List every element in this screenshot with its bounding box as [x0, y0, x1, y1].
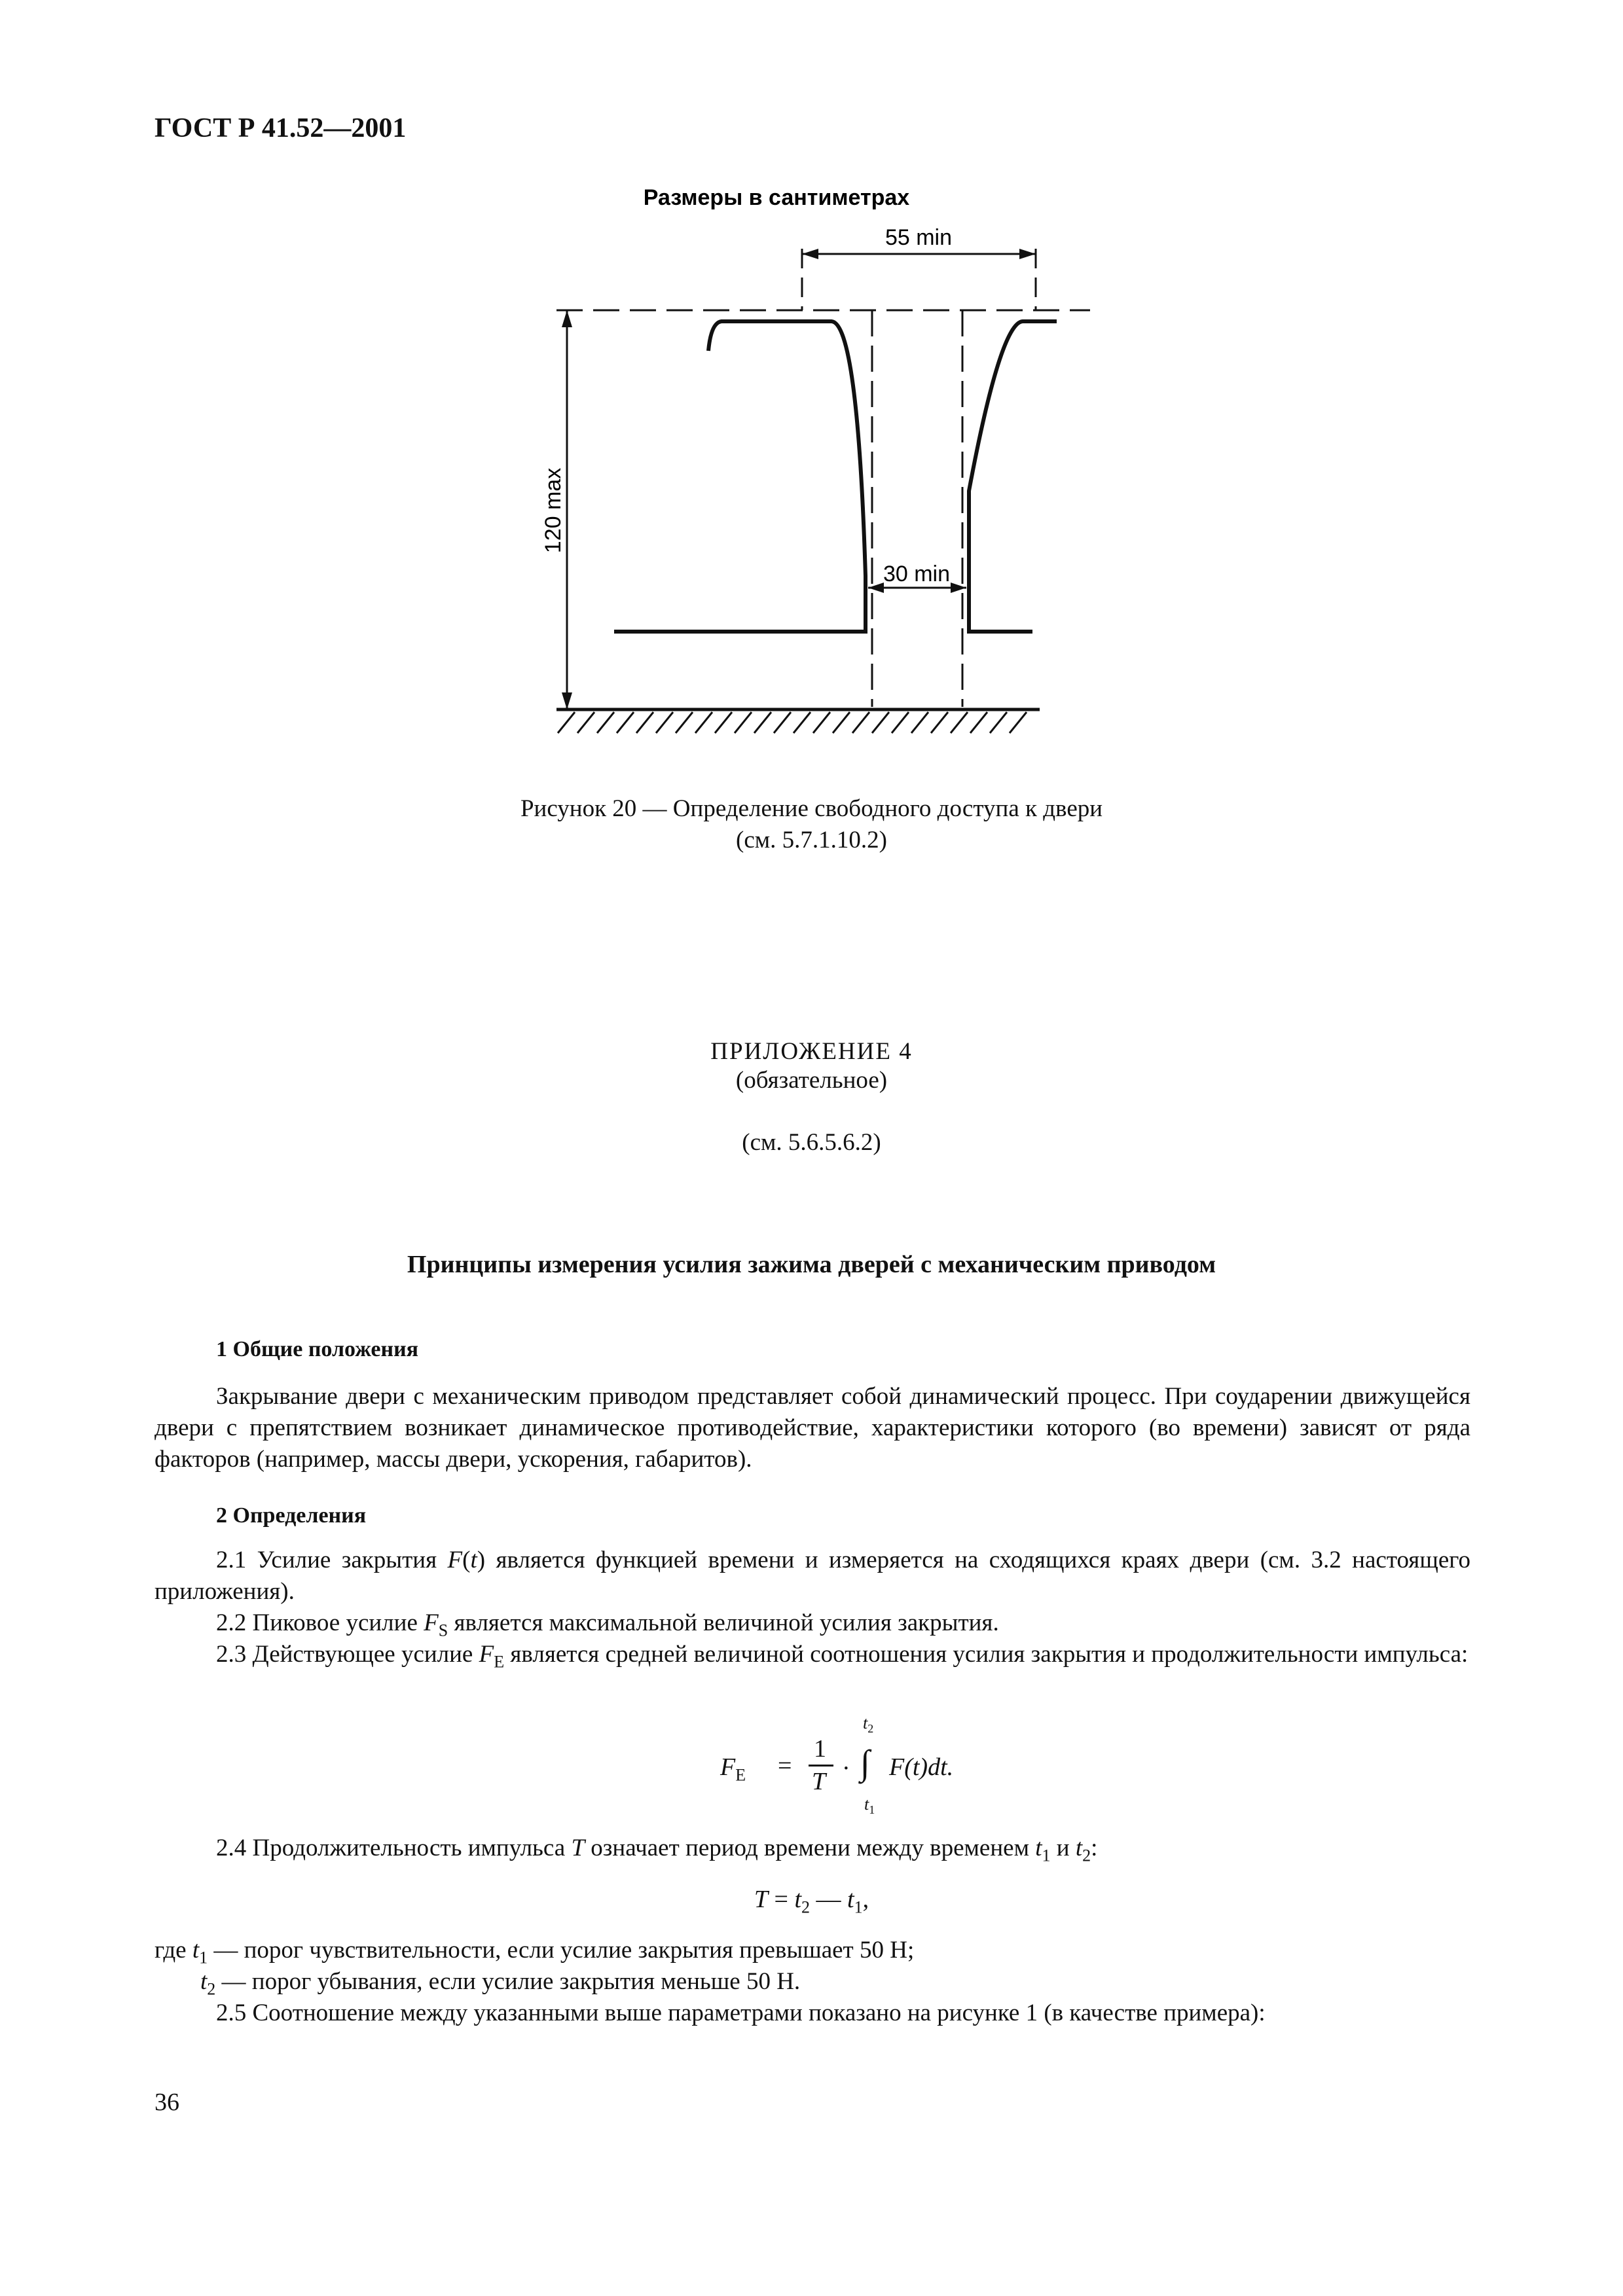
section-1-heading: 1 Общие положения	[216, 1337, 419, 1361]
formula-integrand: F(t)dt.	[889, 1753, 954, 1781]
section-2-heading: 2 Определения	[216, 1503, 367, 1528]
formula-denominator: T	[812, 1768, 826, 1795]
formula-equals: =	[778, 1752, 792, 1780]
figure-caption-line-2: (см. 5.7.1.10.2)	[736, 827, 887, 853]
figure-caption-line-1: Рисунок 20 — Определение свободного доступа к двери	[520, 795, 1103, 822]
door-left-profile	[614, 321, 866, 632]
dim-left-label: 120 max	[541, 467, 566, 554]
appendix-status: (обязательное)	[735, 1067, 888, 1094]
paragraph-2-4: 2.4 Продолжительность импульса T означает период времени между временем $t_1$ и $t_2$:	[216, 1835, 1098, 1865]
definition-t2: $t_2$ — порог убывания, если усилие закрытия меньше 50 Н.	[200, 1968, 801, 1999]
paragraph-2-2: 2.2 Пиковое усилие $F_S$ является максимальной величиной усилия закрытия.	[216, 1609, 999, 1640]
formula-integral-sign: ∫	[860, 1743, 870, 1782]
paragraph-2-1: 2.1 Усилие закрытия F(t) является функцией времени и измеряется на сходящихся краях двери (см. 3.2 настоящего приложения).	[155, 1547, 1470, 1605]
document-header: ГОСТ Р 41.52—2001	[155, 113, 407, 143]
dim-top-arrowhead-right	[1019, 249, 1036, 259]
door-right-profile	[969, 321, 1057, 632]
appendix-title: ПРИЛОЖЕНИЕ 4	[710, 1038, 913, 1065]
formula-lower-limit: $t_1$	[864, 1795, 875, 1817]
formula-fraction-bar	[809, 1765, 833, 1767]
formula-dot: ·	[842, 1755, 850, 1782]
dim-gap-label: 30 min	[883, 562, 951, 586]
ground-hatching	[558, 712, 1027, 733]
formula-duration: $T = t_2$ — $t_1$,	[754, 1886, 869, 1917]
formula-upper-limit: $t_2$	[863, 1713, 874, 1736]
formula-lhs: $F_E$	[720, 1753, 746, 1785]
dim-gap-arrowhead-right	[951, 583, 966, 593]
appendix-reference: (см. 5.6.5.6.2)	[742, 1129, 881, 1156]
figure-caption	[0, 793, 1623, 856]
formula-numerator: 1	[814, 1735, 826, 1763]
dim-left-arrowhead-bottom	[562, 692, 572, 709]
appendix-heading: Принципы измерения усилия зажима дверей с механическим приводом	[407, 1251, 1216, 1278]
paragraph-2-3: 2.3 Действующее усилие $F_E$ является средней величиной соотношения усилия закрытия и продолжительности импульса:	[216, 1641, 1468, 1672]
units-note: Размеры в сантиметрах	[643, 185, 910, 210]
definition-t1: где $t_1$ — порог чувствительности, если усилие закрытия превышает 50 Н;	[155, 1937, 915, 1967]
dim-top-arrowhead-left	[802, 249, 818, 259]
section-1-paragraph: Закрывание двери с механическим приводом представляет собой динамический процесс. При соударении движущейся двери с препятствием возникает динамическое противодействие, характеристики которого (во времени) зависят от ряда факторов (например, массы двери, ускорения, габаритов).	[155, 1383, 1470, 1473]
paragraph-2-5: 2.5 Соотношение между указанными выше параметрами показано на рисунке 1 (в качестве примера):	[216, 2000, 1266, 2026]
formula-effective-force	[707, 1713, 969, 1818]
dim-gap-arrowhead-left	[868, 583, 884, 593]
page-number: 36	[155, 2089, 179, 2116]
dim-top-label: 55 min	[884, 225, 953, 250]
figure-20-diagram	[537, 183, 1100, 753]
dim-left-arrowhead-top	[562, 310, 572, 327]
